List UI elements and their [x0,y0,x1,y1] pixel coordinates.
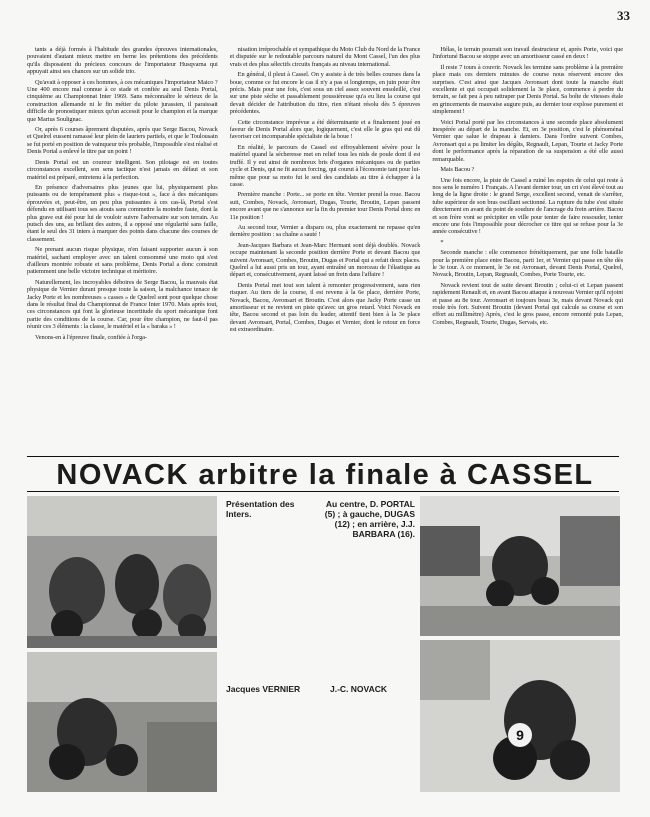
article-paragraph: En réalité, le parcours de Cassel est effroyablement sévère pour le matériel quand la sécheresse met en relief tous les nids de poule dont il est truffé. Il y eut ainsi de nombreux bris d'organes mécaniques ou de parties cycle et Denis, qui ne fit aucun forcing, qui courut à l'économie tant pour lui-même que pour sa moto fut le seul des candidats au titre à échapper à la casse. [229,143,421,188]
photo-start [27,496,217,648]
article-paragraph: Ne prenant aucun risque physique, n'en faisant supporter aucun à son matériel, sachant employer avec un talent consommé une moto qui s'est d'ailleurs montrée robuste et sans problème, Denis Portal a donc construit patiemment une belle victoire technique et méritoire. [27,246,218,276]
article-column-2 [230,46,421,458]
svg-text:9: 9 [516,727,524,743]
article-paragraph: Naturellement, les incroyables déboires de Serge Bacou, la mauvais état physique de Vernier durant presque toute la saison, la malchance tenace de Jacky Porte et les nombreuses « casses » de Quelrel sont pour quelque chose dans le résultat final du Championnat de France Inter 1970. Mais après tout, ces circonstances qui font la glorieuse incertitude du sport mécanique font partie des conditions de la course. Car, pour être champion, ne faut-il pas réunir ces 3 éléments : la classe, le matériel et la « baraka » ! [27,278,218,331]
article-column-1 [27,46,218,458]
article-paragraph: Au second tour, Vernier a disparu ou, plus exactement ne repasse qu'en dernière position : sa chaîne a sauté ! [229,223,421,239]
article-paragraph: Jean-Jacques Barbara et Jean-Marc Hermant sont déjà doublés. Novack occupe maintenant la seconde position derrière Porte et devant Bacou que suivent Avronsart, Combes, Broutin, Dugas et Portal qui a refait deux places. Quelrel a lui aussi pris un tour, ayant entraîné un morceau de l'élastique au départ et, consécutivement, ayant laissé un frein dans l'affaire ! [229,241,421,279]
article-paragraph: Venons-en à l'épreuve finale, confiée à l'orga- [35,333,147,341]
article-paragraph: Une fois encore, la piste de Cassel a ruiné les espoirs de celui qui reste à nos sens le numéro 1 Français. A l'avant dernier tour, un cri s'est élevé tout au long de la ligne droite : le grand Serge, excellent second, venait de s'arrêter, tube supérieur de son bras oscillant sectionné. La rupture du tube s'est située directement en avant du point de soudure de l'ancrage du frein arrière. Bacou et son frère vont se précipiter en ville pour tenter de faire ressouder, tenter encore une fois l'impossible pour décrocher ce titre qui se refuse pour la 3e année consécutive ! [432,176,624,236]
article-paragraph: Mais Bacou ? [440,166,475,174]
caption-novack: J.-C. NOVACK [330,684,387,694]
article-paragraph: Seconde manche : elle commence frénétiquement, par une folle bataille pour la première place entre Bacou, parti 1er, et Vernier qui passe en tête dès le 3e tour. A ce moment, le 3e est Avronsart, devant Denis Portal, Quelrel, Novack, Broutin, Lepan, Regnault, Combes, Porte Tourte, etc. [432,249,624,279]
article-paragraph: Il reste 7 tours à couvrir. Novack les termine sans problème à la première place mais ces derniers minutes de course nous réservent encore des surprises. C'est ainsi que Jacques Avronsart dont toute la manche était excellente et qui occupait solidement la 3e place, commence à perdre du terrain, se fait peu à peu rattraper par Denis Portal. Sa boîte de vitesses étale en grincements de mauvaise augure puis, au dernier tour explose purement et simplement ! [432,63,624,116]
caption-vernier: Jacques VERNIER [226,684,301,694]
article-paragraph: * [440,238,444,246]
caption-presentation: Présentation des Inters. [226,499,295,519]
article-paragraph: Première manche : Porte... se porte en tête. Vernier prend la roue. Bacou suit, Combes, Novack, Avronsart, Dugas, Tourte, Broutin, Lepan passent encore avant que ne s'annonce sur la fin du premier tour Denis Portal donc en 11e position ! [229,191,421,221]
article-paragraph: Denis Portal est un coureur intelligent. Son pilotage est en toutes circonstances excellent, son sens tactique n'est jamais en défaut et son matériel est préparé, entretenu à la perfection. [27,158,218,181]
article-body [27,46,623,458]
photo-mud [27,652,217,792]
headline: NOVACK arbitre la finale à CASSEL [56,459,594,491]
article-paragraph: En présence d'adversaires plus jeunes que lui, physiquement plus puissants ou de tempérament plus « risque-tout », face à des mécaniques éprouvées et, peut-être, un peu plus puissantes à ces cas-là, Portal s'est défendu en utilisant tous ses atouts sans commettre la moindre faute, dont la plus grave eut été pour lui de vouloir suivre l'adversaire sur son terrain. Au putsch des uns, au brillant des autres, il a opposé une régularité sans faille, étant le seul des 31 inters à marquer des points dans chacune des courses de classement. [27,183,218,243]
article-paragraph: Qu'avait à opposer à ces hommes, à ces mécaniques l'importateur Maico ? Une 400 encore mal connue à ce stade et confiée au seul Denis Portal, cinquième au Championnat Inter 1969. Sans méconnaître le sérieux de la construction allemande ni le fin métier du pilote jurassien, il paraissait difficile de pronostiquer mieux qu'un accessit pour le champion et la marque que Marius Soulignac. [27,78,218,123]
article-paragraph: Cette circonstance imprévue a été déterminante et a finalement joué en faveur de Denis Portal alors que, logiquement, c'est elle le gras qui eut dû favoriser cet incomparable spécialiste de la boue ! [229,118,421,141]
article-paragraph: Hélas, le terrain pourrait son travail destructeur et, après Porte, voici que l'infortuné Bacou se stoppe avec un amortisseur cassé en deux ! [432,46,624,61]
headline-top-rule [27,456,619,457]
article-paragraph: En général, il pleut à Cassel. On y assiste à de très belles courses dans la boue, comme ce fut encore le cas il n'y a pas si longtemps, en juin pour être précis. Mais pour une fois, c'est sous un ciel assez souvent ensoleillé, c'est sur une piste sèche et passablement poussiéreuse qu'a eu lieu la course qui devait décider de l'attribution du titre, rien n'étant résolu dès 5 épreuves précédentes. [229,71,421,116]
article-paragraph: nisation irréprochable et sympathique du Moto Club du Nord de la France et disputée sur le redoutable parcours naturel du Mont Cassel, l'un des plus vrais et des plus sélectifs circuits français au niveau international. [229,46,421,68]
photo-rider-9 [420,640,620,792]
article-paragraph: Denis Portal met tout son talent à remonter progressivement, sans rien risquer. Au tiers de la course, il est revenu à la 6e place, derrière Porte, Novack, Bacou, Avronsart et Broutin. C'est alors que Jacky Porte casse un amortisseur et ne revient en piste qu'avec un gros retard. Voici Novack en tête, Bacou second et pas loin du leader, attentif tient bien à la 3e place devant Avronsart, Portal, Combes, Dugas et Vernier, dont le retour en force est extraordinaire. [229,281,421,334]
headline-bottom-rule [27,491,619,492]
article-paragraph: Or, après 6 courses âprement disputées, après que Serge Bacou, Novack et Quelrel eussent ramassé leur plein de lauriers partiels, et que le Toulousain se fut porté en position de vainqueur très probable, l'impossible s'est réalisé et Denis Portal a enlevé le titre par un point ! [27,126,218,156]
article-paragraph: Novack revient tout de suite devant Broutin ; celui-ci et Lepan passent rapidement Renault et, en avant Bacou attaque à nouveau Vernier qu'il rejoint et passe au 8e tour. Avronsart et toujours beau 3e, mais devant Novack qui roule très fort. Suivent Broutin (devant Portal qui calcule sa course et son effort au millimètre) Après, c'est le gros passe, encore remonté puis Lepan, Combes, Regnault, Tourte, Dugas, Servais, etc. [432,281,624,326]
caption-center: Au centre, D. PORTAL (5) ; à gauche, DUGAS (12) ; en arrière, J.J. BARBARA (16). [324,499,415,539]
page-number: 33 [617,8,630,23]
article-paragraph: Voici Portal porté par les circonstances à une seconde place absolument inespérée au départ de la manche. Et, en 3e position, c'est le phénoménal Vernier que salue le drapeau à damiers. Dans l'ordre suivent Combes, Avronsart qui a pu limiter les dégâts, Regnault, Lepan, Tourte et Jacky Porte dont le performance après la réparation de sa suspension a été elle aussi remarquable. [432,118,624,163]
photo-jump [420,496,620,636]
article-column-3 [432,46,623,458]
article-paragraph: tants a déjà formés à l'habitude des grandes épreuves internationales, pouvaient d'autant mieux mettre en berne les prétentions des précédents qu'ils disposaient du précieux concours de l'importateur Husqvarna qui appuyait ainsi ses chances sur un solide trio. [27,46,218,76]
